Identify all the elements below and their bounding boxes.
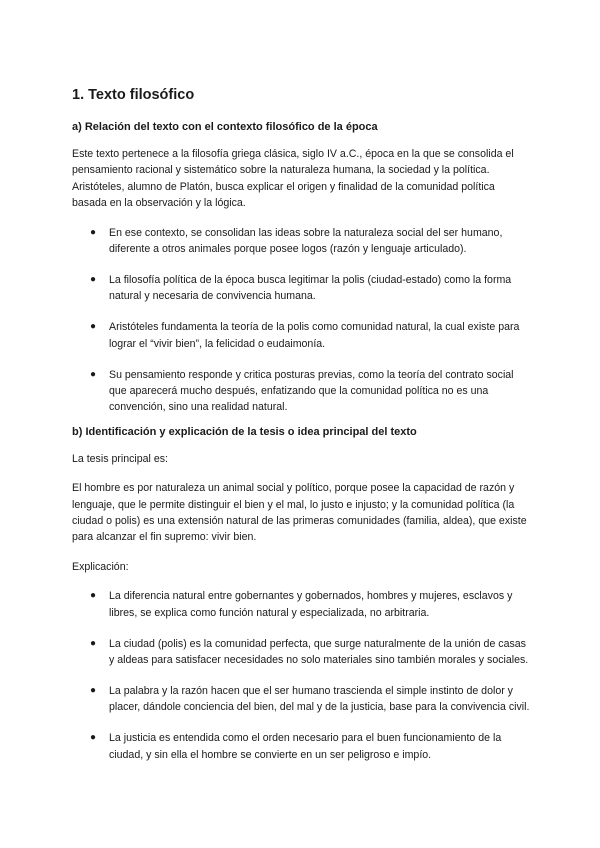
thesis-text: El hombre es por naturaleza un animal social y político, porque posee la capacidad de razón y lenguaje, que le permite distinguir el bien y el mal, lo justo e injusto; y la comunidad política (la ciudad o polis) es una extensión natural de las primeras comunidades (familia, aldea), que existe para alcanzar el fin supremo: vivir bien. — [72, 482, 527, 544]
list-item — [72, 319, 530, 352]
part-b-bullet-list — [72, 588, 530, 763]
document-page — [72, 85, 530, 777]
part-b-heading: b) Identificación y explicación de la tesis o idea principal del texto — [72, 425, 417, 438]
list-item-text: La ciudad (polis) es la comunidad perfecta, que surge naturalmente de la unión de casas y aldeas para satisfacer necesidades no solo materiales sino también morales y sociales. — [109, 637, 529, 666]
list-item-text: La palabra y la razón hacen que el ser humano trascienda el simple instinto de dolor y placer, dándole conciencia del bien, del mal y de la justicia, base para la convivencia civil. — [109, 684, 530, 714]
list-item-text: La filosofía política de la época busca legitimar la polis (ciudad-estado) como la forma natural y necesaria de convivencia humana. — [109, 273, 512, 303]
bullet-icon: ● — [90, 590, 97, 602]
list-item — [72, 683, 530, 716]
part-a-bullet-list — [72, 225, 530, 416]
bullet-icon: ● — [90, 321, 97, 333]
list-item — [72, 588, 530, 621]
bullet-icon: ● — [90, 226, 97, 238]
part-a-intro: Este texto pertenece a la filosofía griega clásica, siglo IV a.C., época en la que se consolida el pensamiento racional y sistemático sobre la naturaleza humana, la sociedad y la política. Aristóteles, alumno de Platón, busca explicar el origen y finalidad de la comunidad política basada en la observación y la lógica. — [72, 148, 514, 210]
explanation-label: Explicación: — [72, 560, 129, 573]
list-item — [72, 730, 530, 763]
list-item — [72, 225, 530, 258]
list-item-text: Aristóteles fundamenta la teoría de la polis como comunidad natural, la cual existe para lograr el “vivir bien”, la felicidad o eudaimonía. — [109, 321, 520, 350]
bullet-icon: ● — [90, 684, 97, 696]
list-item — [72, 272, 530, 305]
bullet-icon: ● — [90, 368, 97, 380]
bullet-icon: ● — [90, 273, 97, 285]
bullet-icon: ● — [90, 732, 97, 744]
list-item — [72, 636, 530, 669]
list-item — [72, 367, 530, 416]
part-a-heading: a) Relación del texto con el contexto filosófico de la época — [72, 121, 378, 133]
list-item-text: Su pensamiento responde y critica posturas previas, como la teoría del contrato social que aparecerá mucho después, enfatizando que la comunidad política no es una convención, sino una realidad natural. — [109, 368, 514, 414]
list-item-text: En ese contexto, se consolidan las ideas sobre la naturaleza social del ser humano, diferente a otros animales porque posee logos (razón y lenguaje articulado). — [109, 226, 503, 256]
list-item-text: La justicia es entendida como el orden necesario para el buen funcionamiento de la ciudad, y sin ella el hombre se convierte en un ser peligroso e impío. — [109, 732, 502, 761]
thesis-label: La tesis principal es: — [72, 452, 168, 465]
list-item-text: La diferencia natural entre gobernantes y gobernados, hombres y mujeres, esclavos y libres, se explica como función natural y especializada, no arbitraria. — [109, 590, 513, 619]
section-title: 1. Texto filosófico — [72, 87, 195, 103]
bullet-icon: ● — [90, 637, 97, 649]
